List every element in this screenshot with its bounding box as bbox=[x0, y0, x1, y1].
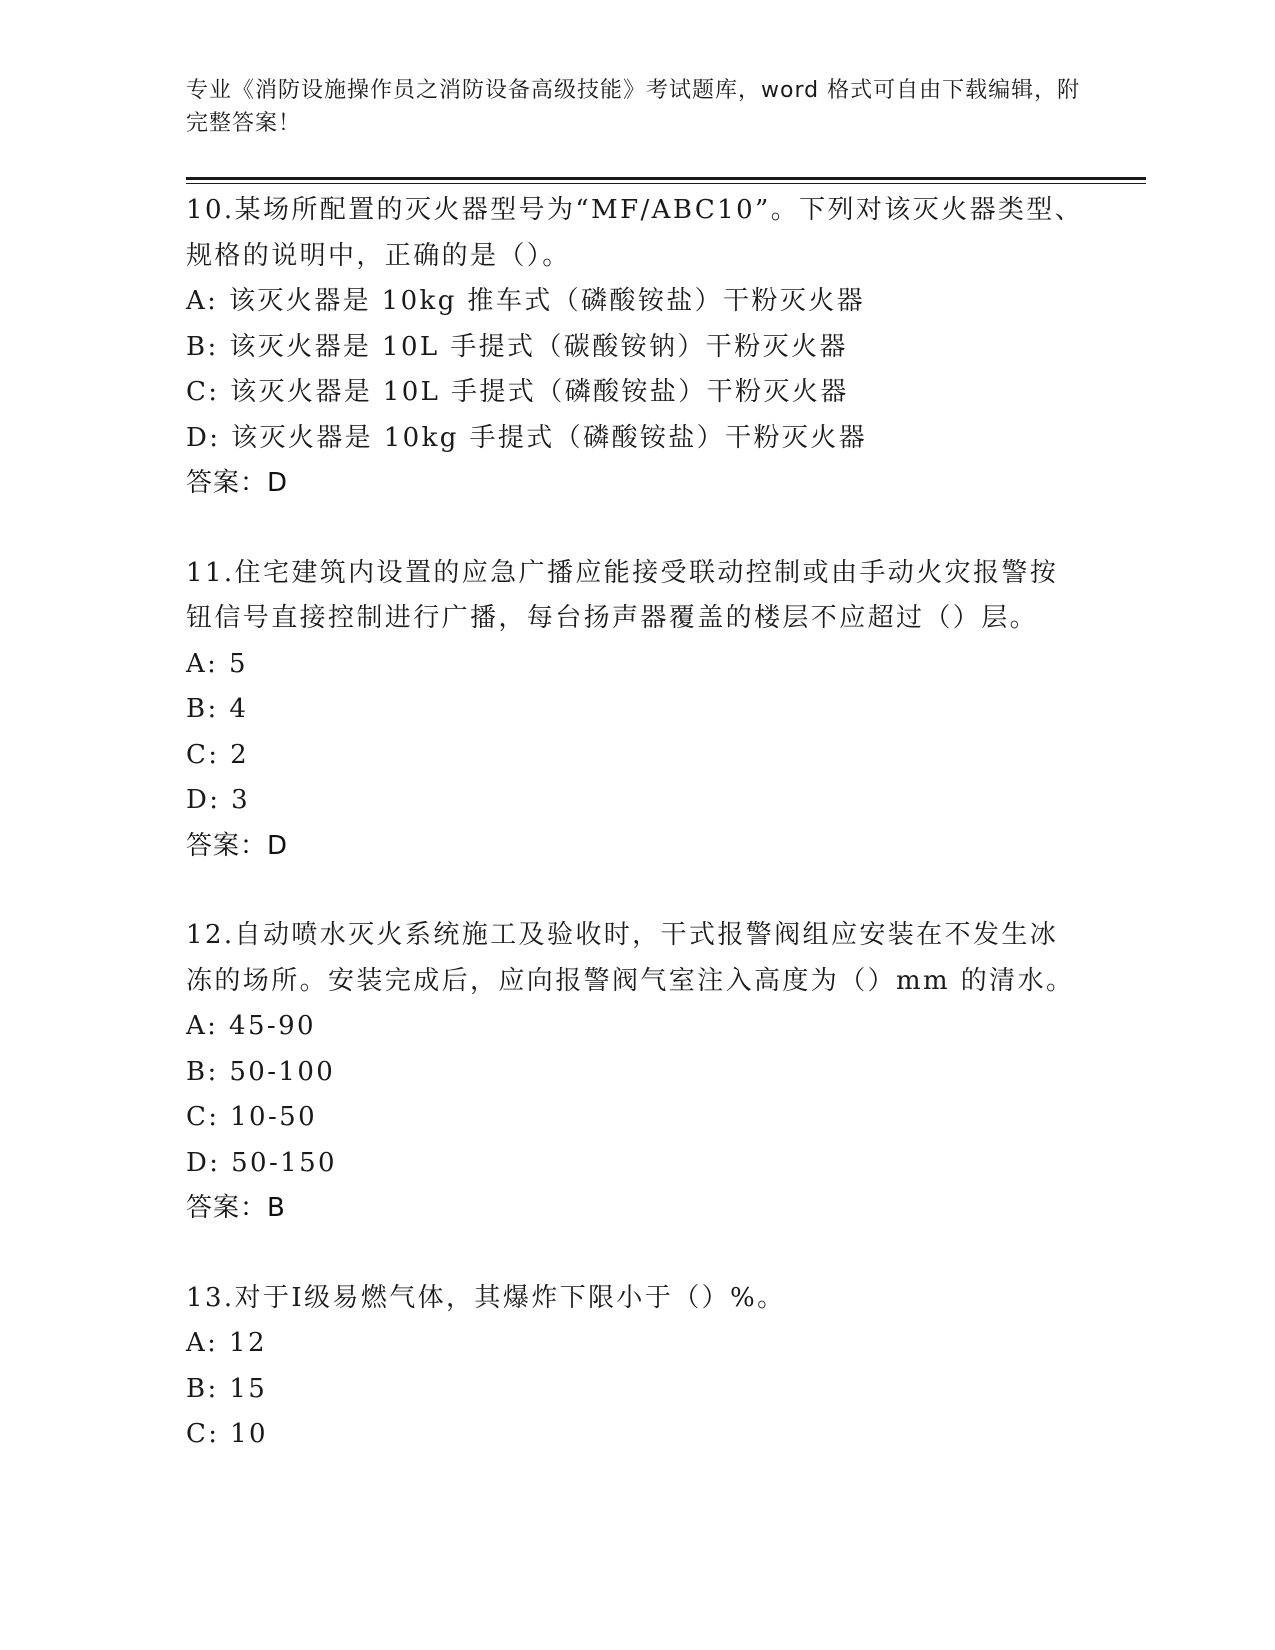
answer-label: 答案：D bbox=[186, 830, 289, 861]
option-a: A: 该灭火器是 10kg 推车式（磷酸铵盐）干粉灭火器 bbox=[186, 286, 866, 316]
question-list bbox=[186, 188, 1086, 1502]
option-c: C: 10 bbox=[186, 1419, 269, 1449]
option-b: B: 4 bbox=[186, 694, 249, 724]
option-c: C: 该灭火器是 10L 手提式（磷酸铵盐）干粉灭火器 bbox=[186, 377, 849, 407]
option-a: A: 12 bbox=[186, 1328, 267, 1358]
question-text: 12.自动喷水灭火系统施工及验收时，干式报警阀组应安装在不发生冰冻的场所。安装完成后，应向报警阀气室注入高度为（）mm 的清水。 bbox=[186, 920, 1075, 996]
option-c: C: 10-50 bbox=[186, 1102, 318, 1132]
option-d: D: 3 bbox=[186, 785, 251, 815]
option-d: D: 50-150 bbox=[186, 1147, 337, 1178]
document-header: 专业《消防设施操作员之消防设备高级技能》考试题库，word 格式可自由下载编辑，附完整答案！ bbox=[186, 78, 1081, 136]
question-11 bbox=[186, 551, 1086, 870]
question-text: 11.住宅建筑内设置的应急广播应能接受联动控制或由手动火灾报警按钮信号直接控制进行广播，每台扬声器覆盖的楼层不应超过（）层。 bbox=[186, 557, 1059, 633]
question-10 bbox=[186, 188, 1086, 507]
header-divider-thick bbox=[186, 177, 1146, 180]
question-12 bbox=[186, 913, 1086, 1232]
option-b: B: 15 bbox=[186, 1373, 268, 1404]
option-b: B: 50-100 bbox=[186, 1056, 336, 1087]
option-a: A: 45-90 bbox=[186, 1011, 316, 1041]
option-b: B: 该灭火器是 10L 手提式（碳酸铵钠）干粉灭火器 bbox=[186, 331, 848, 362]
option-d: D: 该灭火器是 10kg 手提式（磷酸铵盐）干粉灭火器 bbox=[186, 422, 868, 453]
question-13 bbox=[186, 1276, 1086, 1458]
option-c: C: 2 bbox=[186, 739, 250, 770]
answer-label: 答案：B bbox=[186, 1193, 286, 1223]
option-a: A: 5 bbox=[186, 648, 248, 679]
answer-label: 答案：D bbox=[186, 468, 289, 498]
header-divider-thin bbox=[186, 183, 1146, 184]
question-text: 10.某场所配置的灭火器型号为“MF/ABC10”。下列对该灭火器类型、规格的说明中，正确的是（）。 bbox=[186, 195, 1084, 271]
question-text: 13.对于Ⅰ级易燃气体，其爆炸下限小于（）%。 bbox=[186, 1282, 786, 1313]
